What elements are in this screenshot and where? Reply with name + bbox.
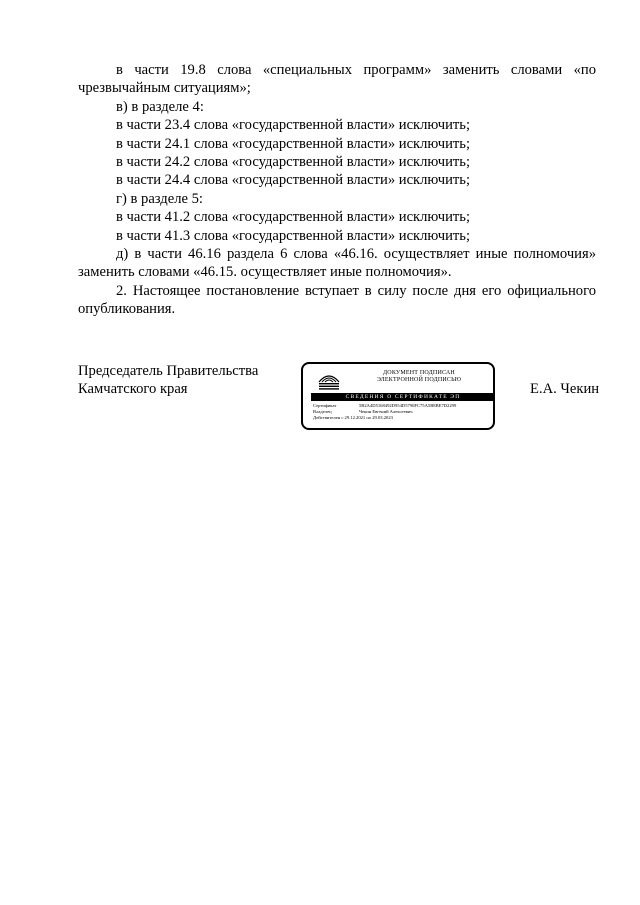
signatory-name: Е.А. Чекин bbox=[530, 381, 600, 397]
paragraph-19-8: в части 19.8 слова «специальных программ» заменить словами «по чрезвычайным ситуациям»; bbox=[78, 62, 596, 97]
document-body bbox=[78, 61, 596, 319]
signatory-position-line1: Председатель Правительства bbox=[78, 363, 259, 379]
paragraph-24-4: в части 24.4 слова «государственной власти» исключить; bbox=[116, 172, 471, 189]
paragraph-41-2: в части 41.2 слова «государственной власти» исключить; bbox=[116, 209, 471, 226]
stamp-title-line1: ДОКУМЕНТ ПОДПИСАН bbox=[383, 370, 455, 376]
paragraph-section-4: в) в разделе 4: bbox=[116, 98, 204, 115]
certificate-value: 5B2A4D5168492D954D5790FC75A5B8BE7D2299 bbox=[359, 403, 457, 408]
paragraph-section-5: г) в разделе 5: bbox=[116, 190, 203, 207]
paragraph-41-3: в части 41.3 слова «государственной власти» исключить; bbox=[116, 227, 471, 244]
paragraph-23-4: в части 23.4 слова «государственной власти» исключить; bbox=[116, 117, 471, 134]
signatory-position-line2: Камчатского края bbox=[78, 381, 188, 398]
stamp-validity: Действителен с 29.12.2021 по 29.03.2023 bbox=[313, 415, 393, 420]
certificate-label: Сертификат bbox=[313, 403, 337, 408]
paragraph-effective-date: 2. Настоящее постановление вступает в силу после дня его официального опубликования. bbox=[78, 282, 596, 318]
stamp-title-line2: ЭЛЕКТРОННОЙ ПОДПИСЬЮ bbox=[376, 377, 462, 383]
paragraph-24-1: в части 24.1 слова «государственной власти» исключить; bbox=[116, 135, 471, 152]
stamp-certificate-bar: СВЕДЕНИЯ О СЕРТИФИКАТЕ ЭП bbox=[311, 393, 495, 401]
paragraph-24-2: в части 24.2 слова «государственной власти» исключить; bbox=[116, 154, 471, 171]
stamp-details bbox=[313, 403, 493, 421]
signatory-position bbox=[78, 362, 288, 399]
stamp-heading bbox=[347, 370, 491, 384]
electronic-signature-stamp bbox=[301, 362, 495, 430]
coat-of-arms-icon bbox=[316, 369, 342, 391]
paragraph-46-16: д) в части 46.16 раздела 6 слова «46.16. осуществляет иные полномочия» заменить словами «46.15. осуществляет иные полномочия». bbox=[78, 246, 596, 281]
stamp-owner-row bbox=[313, 409, 493, 415]
owner-label: Владелец bbox=[313, 409, 332, 414]
owner-value: Чекин Евгений Алексеевич bbox=[359, 409, 413, 414]
